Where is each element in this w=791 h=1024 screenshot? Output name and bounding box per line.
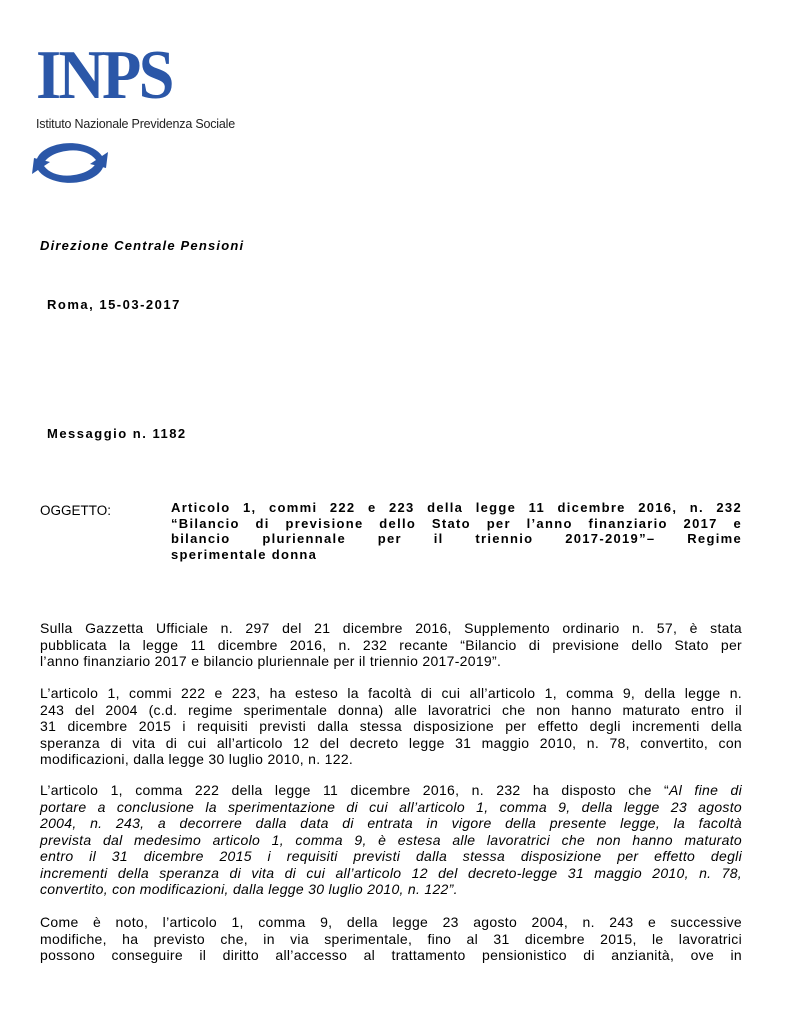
paragraph-line: l’anno finanziario 2017 e bilancio pluriennale per il triennio 2017-2019”. [40, 653, 502, 669]
subject-line: “Bilancio di previsione dello Stato per l’anno finanziario 2017 e [171, 515, 742, 531]
paragraph-line: modifiche, ha previsto che, in via sperimentale, fino al 31 dicembre 2015, le lavoratrici [40, 930, 742, 947]
paragraph-line-normal: L’articolo 1, comma 222 della legge 11 dicembre 2016, n. 232 ha disposto che “ [40, 782, 670, 798]
paragraph-line: convertito, con modificazioni, dalla legge 30 luglio 2010, n. 122”. [40, 881, 458, 897]
message-number: Messaggio n. 1182 [47, 426, 187, 441]
paragraph-line: modificazioni, dalla legge 30 luglio 2010, n. 122. [40, 751, 354, 767]
paragraph-line: Come è noto, l’articolo 1, comma 9, della legge 23 agosto 2004, n. 243 e successive [40, 914, 742, 930]
paragraph-1 [40, 620, 742, 670]
inps-logo-subtitle: Istituto Nazionale Previdenza Sociale [36, 117, 235, 131]
paragraph-line: 31 dicembre 2015 i requisiti previsti dalla stessa disposizione per effetto degli incrementi della [40, 718, 742, 734]
paragraph-line: entro il 31 dicembre 2015 i requisiti previsti dalla stessa disposizione per effetto degli [40, 848, 742, 864]
paragraph-line: speranza di vita di cui all’articolo 12 del decreto legge 31 maggio 2010, n. 78, convertito, con [40, 734, 742, 751]
paragraph-line: prevista dal medesimo articolo 1, comma 9, è estesa alle lavoratrici che non hanno maturato [40, 831, 742, 848]
paragraph-line: 243 del 2004 (c.d. regime sperimentale donna) alle lavoratrici che non hanno maturato entro il [40, 701, 742, 718]
paragraph-line-mixed [40, 782, 742, 799]
paragraph-3 [40, 782, 742, 898]
paragraph-line: Sulla Gazzetta Ufficiale n. 297 del 21 dicembre 2016, Supplemento ordinario n. 57, è stata [40, 620, 742, 636]
paragraph-line: 2004, n. 243, a decorrere dalla data di entrata in vigore della presente legge, la facoltà [40, 815, 742, 831]
subject-text [171, 500, 742, 562]
subject-label: OGGETTO: [40, 503, 112, 518]
paragraph-line: incrementi della speranza di vita di cui all’articolo 12 del decreto-legge 31 maggio 2010, n. 78, [40, 864, 742, 881]
paragraph-4 [40, 914, 742, 964]
subject-line: sperimentale donna [171, 546, 318, 562]
paragraph-line: possono conseguire il diritto all’accesso al trattamento pensionistico di anzianità, ove in [40, 947, 742, 963]
subject-line: bilancio pluriennale per il triennio 2017-2019”– Regime [171, 531, 742, 546]
paragraph-2 [40, 685, 742, 768]
paragraph-line: L’articolo 1, commi 222 e 223, ha esteso la facoltà di cui all’articolo 1, comma 9, della legge n. [40, 685, 742, 701]
direzione-centrale: Direzione Centrale Pensioni [40, 238, 245, 253]
paragraph-line-italic: Al fine di [669, 782, 742, 798]
paragraph-line: pubblicata la legge 11 dicembre 2016, n. 232 recante “Bilancio di previsione dello Stato per [40, 636, 742, 653]
document-date: Roma, 15-03-2017 [47, 297, 181, 312]
subject-line: Articolo 1, commi 222 e 223 della legge 11 dicembre 2016, n. 232 [171, 500, 742, 515]
inps-circular-arrows-icon [28, 136, 112, 188]
inps-logo-text: INPS [36, 37, 172, 114]
paragraph-line: portare a conclusione la sperimentazione di cui all’articolo 1, comma 9, della legge 23 agosto [40, 798, 742, 815]
